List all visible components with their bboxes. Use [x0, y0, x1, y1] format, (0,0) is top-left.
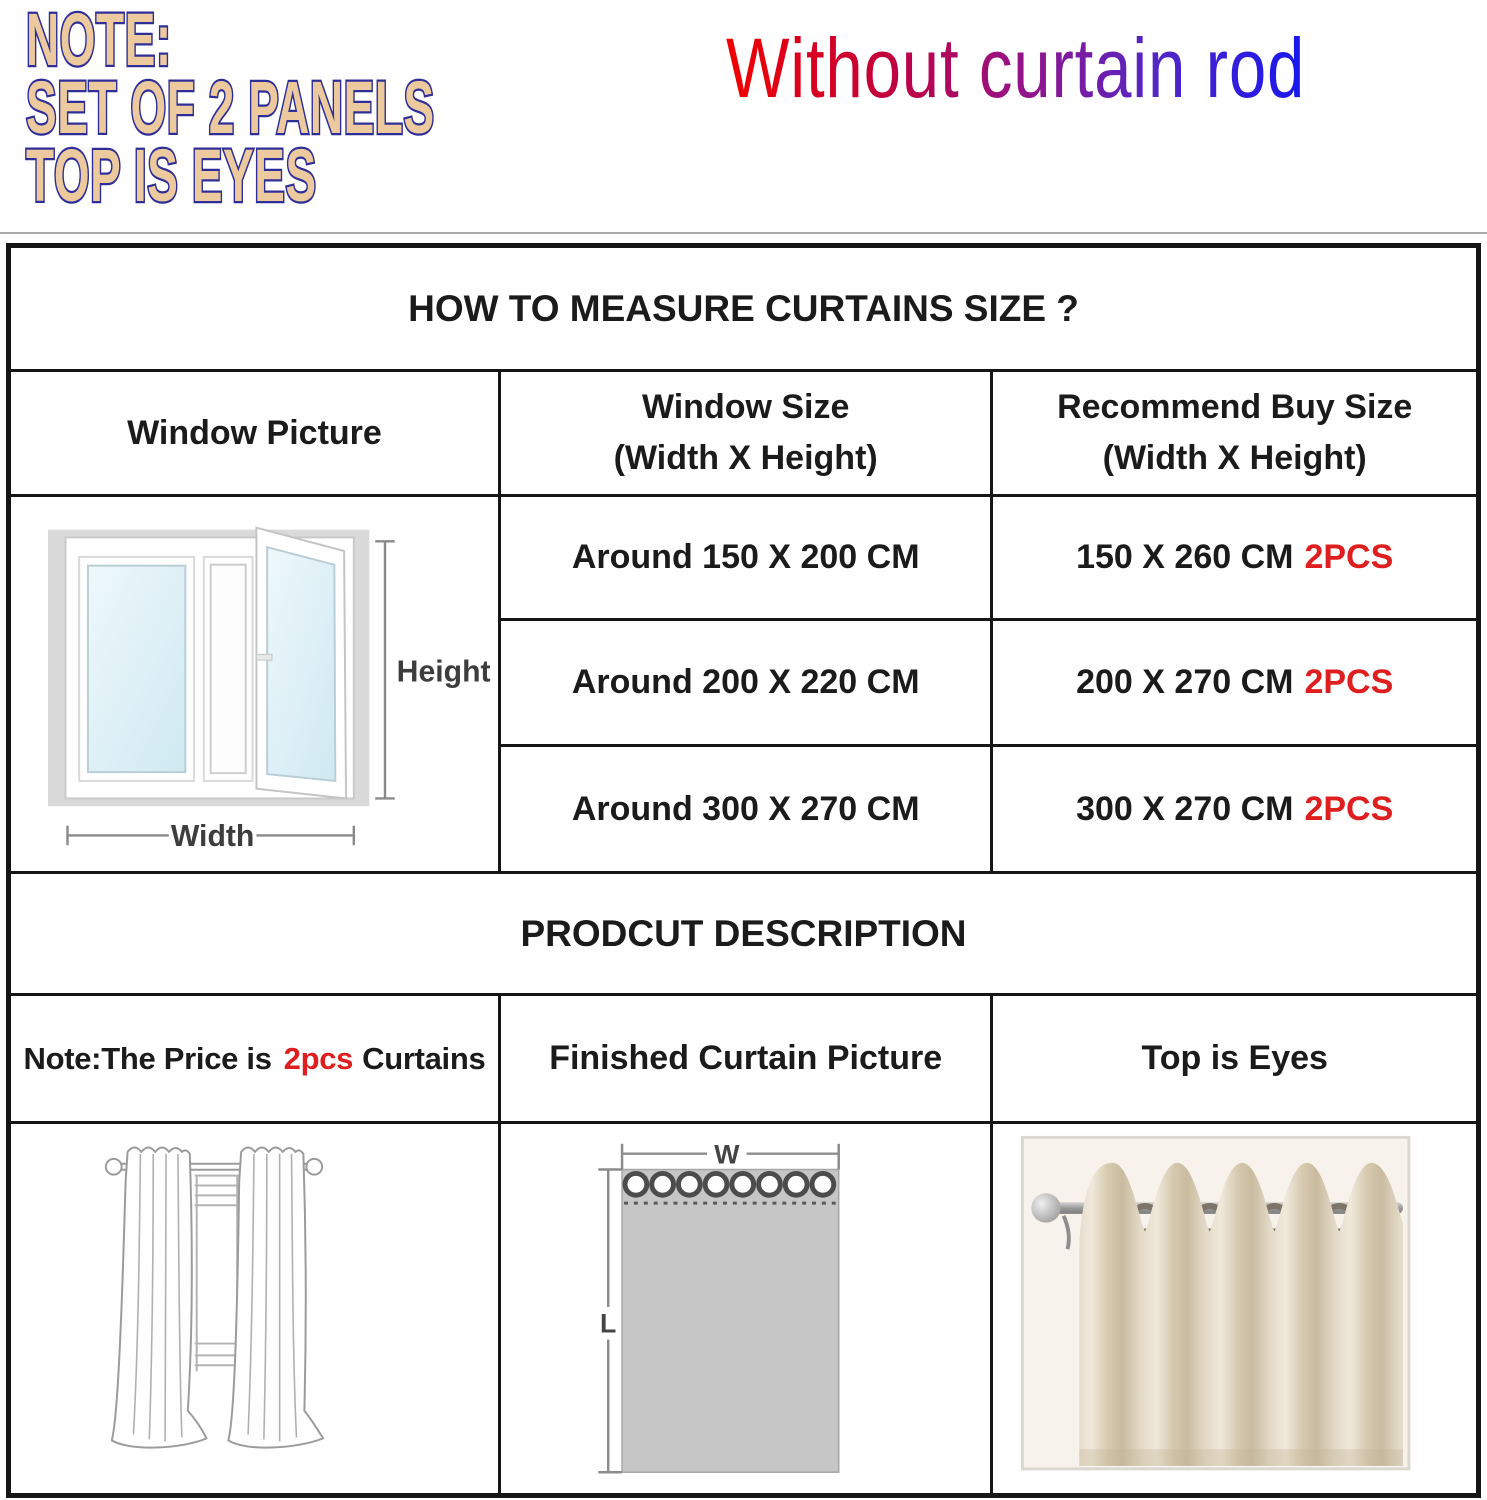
buy-size-row3	[992, 746, 1479, 873]
buy-size-value: 300 X 270 CM	[1076, 789, 1294, 828]
sketch-right-panel	[228, 1147, 323, 1447]
note-line-1: NOTE:	[26, 0, 172, 81]
grommet-panel-diagram	[501, 1124, 990, 1493]
height-dimension-line	[375, 541, 394, 798]
w-label: W	[714, 1139, 740, 1170]
open-window-sash	[256, 528, 346, 799]
note-block	[26, 0, 435, 217]
window-size-header-line1: Window Size	[641, 388, 850, 426]
buy-size-value: 200 X 270 CM	[1076, 663, 1294, 701]
top-is-eyes-header: Top is Eyes	[992, 995, 1479, 1123]
price-note-cell	[9, 995, 500, 1123]
curtain-sketch	[11, 1124, 498, 1493]
price-note-prefix: Note:The Price is	[23, 1040, 272, 1076]
pcs-badge: 2PCS	[1304, 663, 1394, 701]
finished-curtain-diagram-cell	[499, 1123, 991, 1496]
finished-curtain-header: Finished Curtain Picture	[499, 995, 991, 1123]
curtain-hem-shadow	[1080, 1449, 1404, 1466]
l-label: L	[600, 1308, 617, 1339]
note-line-3: TOP IS EYES	[26, 134, 317, 217]
product-description-header: PRODCUT DESCRIPTION	[9, 873, 1479, 995]
window-picture-cell	[9, 496, 500, 873]
window-size-header-line2: (Width X Height)	[613, 439, 878, 477]
sketch-window	[195, 1176, 239, 1372]
banner-without-curtain-rod: Without curtain rod	[726, 21, 1306, 115]
col-header-window-picture: Window Picture	[9, 371, 500, 496]
buy-size-header-line2: (Width X Height)	[1102, 439, 1367, 477]
curtain-sketch-cell	[9, 1123, 500, 1496]
col-header-buy-size	[992, 371, 1479, 496]
rod-finial	[1032, 1193, 1061, 1222]
grommet-curtain-photo-cell	[992, 1123, 1479, 1496]
buy-size-value: 150 X 260 CM	[1076, 538, 1294, 576]
window-measure-illustration	[11, 497, 498, 871]
divider-line	[0, 232, 1487, 234]
pcs-badge: 2PCS	[1304, 789, 1394, 828]
window-size-row2: Around 200 X 220 CM	[499, 620, 991, 746]
height-label: Height	[396, 655, 491, 689]
buy-size-header-line1: Recommend Buy Size	[1057, 388, 1413, 426]
grommet-curtain-photo	[993, 1124, 1476, 1493]
buy-size-row1	[992, 496, 1479, 620]
curtain-fabric	[1080, 1163, 1404, 1466]
price-note-2pcs: 2pcs	[283, 1040, 354, 1076]
width-label: Width	[170, 820, 255, 854]
table-title: HOW TO MEASURE CURTAINS SIZE ?	[9, 246, 1479, 371]
measure-table	[6, 243, 1481, 1498]
col-header-window-size	[499, 371, 991, 496]
pcs-badge: 2PCS	[1304, 538, 1394, 576]
sketch-left-panel	[112, 1147, 207, 1447]
buy-size-row2	[992, 620, 1479, 746]
price-note-suffix: Curtains	[362, 1040, 486, 1076]
window-size-row3: Around 300 X 270 CM	[499, 746, 991, 873]
window-size-row1: Around 150 X 200 CM	[499, 496, 991, 620]
note-line-2: SET OF 2 PANELS	[26, 66, 435, 149]
panel-rectangle	[622, 1170, 839, 1473]
